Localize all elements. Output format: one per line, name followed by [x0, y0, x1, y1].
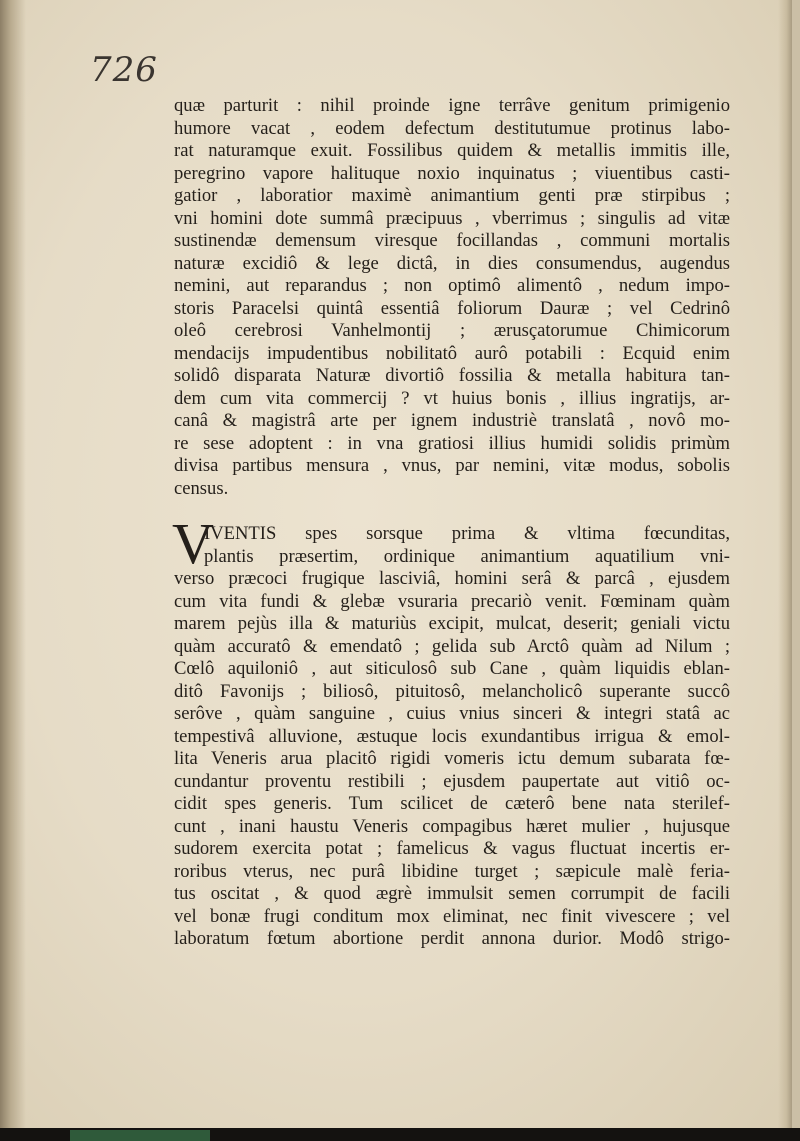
text-line: roribus vterus, nec purâ libidine turget ; sæpicule malè feria-: [174, 860, 730, 882]
text-line: peregrino vapore halituque noxio inquinatus ; viuentibus casti-: [174, 162, 730, 184]
text-line: cum vita fundi & glebæ vsuraria precariò venit. Fœminam quàm: [174, 590, 730, 612]
text-line: canâ & magistrâ arte per ignem industriè translatâ , novô mo-: [174, 410, 730, 431]
text-line: mendacijs impudentibus nobilitatô aurô potabili : Ecquid enim: [174, 342, 730, 364]
text-line: cunt , inani haustu Veneris compagibus hæret mulier , hujusque: [174, 815, 730, 837]
text-line: cidit spes generis. Tum scilicet de cæterô bene nata sterilef-: [174, 793, 730, 814]
scan-bottom-color-strip: [70, 1130, 210, 1141]
text-line: Cœlô aquiloniô , aut siticulosô sub Cane , quàm liquidis eblan-: [174, 658, 730, 679]
text-line: marem pejùs illa & maturiùs excipit, mulcat, deserit; geniali victu: [174, 613, 730, 634]
text-line: laboratum fœtum abortione perdit annona durior. Modô strigo-: [174, 928, 730, 949]
text-line: tempestivâ alluvione, æstuque locis exundantibus irrigua & emol-: [174, 725, 730, 747]
text-line: ditô Favonijs ; biliosô, pituitosô, melancholicô superante succô: [174, 680, 730, 702]
text-line: nemini, aut reparandus ; non optimô alimentô , nedum impo-: [174, 275, 730, 296]
text-line: cundantur proventu restibili ; ejusdem paupertate aut vitiô oc-: [174, 770, 730, 792]
text-line: verso præcoci frugique lasciviâ, homini serâ & parcâ , ejusdem: [174, 568, 730, 589]
text-line: naturæ excidiô & lege dictâ, in dies consumendus, augendus: [174, 252, 730, 274]
page-right-edge: [778, 0, 792, 1128]
text-line: gatior , laboratior maximè animantium genti præ stirpibus ;: [174, 185, 730, 206]
page-number: 726: [90, 50, 158, 90]
text-line: divisa partibus mensura , vnus, par nemini, vitæ modus, sobolis: [174, 455, 730, 476]
text-line: lita Veneris arua placitô rigidi vomeris ictu demum subarata fœ-: [174, 748, 730, 769]
text-line: plantis præsertim, ordinique animantium aquatilium vni-: [204, 545, 730, 567]
paragraph-1: [174, 95, 730, 500]
text-line: rat naturamque exuit. Fossilibus quidem & metallis immitis ille,: [174, 140, 730, 161]
text-line: vni homini dote summâ præcipuus , vberrimus ; singulis ad vitæ: [174, 207, 730, 229]
text-line: quæ parturit : nihil proinde igne terrâve genitum primigenio: [174, 95, 730, 116]
text-line: oleô cerebrosi Vanhelmontij ; ærusçatorumue Chimicorum: [174, 320, 730, 341]
text-line: sudorem exercita potat ; famelicus & vagus fluctuat incertis er-: [174, 838, 730, 859]
text-line: dem cum vita commercij ? vt huius bonis , illius ingratijs, ar-: [174, 387, 730, 409]
text-line: serôve , quàm sanguine , cuius vnius sinceri & integri statâ ac: [174, 703, 730, 724]
text-line: vel bonæ frugi conditum mox eliminat, nec finit vivescere ; vel: [174, 905, 730, 927]
text-line: tus oscitat , & quod ægrè immulsit semen corrumpit de facili: [174, 883, 730, 904]
text-line: quàm accuratô & emendatô ; gelida sub Arctô quàm ad Nilum ;: [174, 635, 730, 657]
paragraph-2: [172, 511, 730, 951]
page-gutter-shadow: [0, 0, 26, 1128]
text-line: sustinendæ demensum viresque focillandas , communi mortalis: [174, 230, 730, 251]
text-line: humore vacat , eodem defectum destitutumue protinus labo-: [174, 117, 730, 139]
text-line: storis Paracelsi quintâ essentiâ foliorum Dauræ ; vel Cedrinô: [174, 297, 730, 319]
text-line: IVENTIS spes sorsque prima & vltima fœcunditas,: [204, 523, 730, 544]
text-line: re sese adoptent : in vna gratiosi illius humidi solidis primùm: [174, 432, 730, 454]
text-line: census.: [174, 477, 229, 499]
text-line: solidô disparata Naturæ divortiô fossilia & metalla habitura tan-: [174, 365, 730, 386]
drop-cap-initial: V: [172, 511, 214, 576]
